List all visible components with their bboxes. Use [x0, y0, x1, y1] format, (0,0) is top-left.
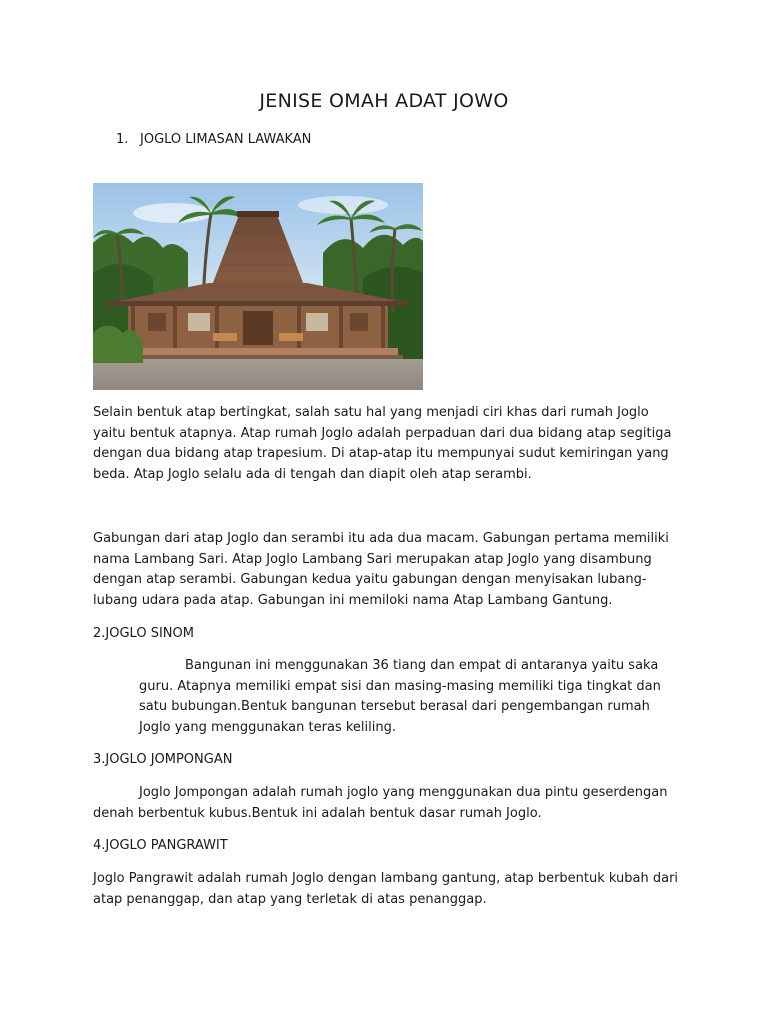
- section1-heading-text: JOGLO LIMASAN LAWAKAN: [140, 132, 312, 147]
- section1-paragraph-1: Selain bentuk atap bertingkat, salah satu hal yang menjadi ciri khas dari rumah Joglo yaitu bentuk atapnya. Atap rumah Joglo adalah perpaduan dari dua bidang atap segitiga dengan dua bidang atap trapesium. Di atap-atap itu mempunyai sudut kemiringan yang beda. Atap Joglo selalu ada di tengah dan diapit oleh atap serambi.: [93, 405, 672, 483]
- section2-heading: 2.JOGLO SINOM: [93, 626, 194, 641]
- section2-paragraph: Bangunan ini menggunakan 36 tiang dan empat di antaranya yaitu saka guru. Atapnya memiliki empat sisi dan masing-masing memiliki tiga tingkat dan satu bubungan.Bentuk bangunan tersebut berasal dari pengembangan rumah Joglo yang menggunakan teras keliling.: [139, 658, 661, 736]
- document-title: JENISE OMAH ADAT JOWO: [259, 90, 509, 112]
- joglo-house-photo: [93, 183, 423, 390]
- section1-paragraph-2: Gabungan dari atap Joglo dan serambi itu ada dua macam. Gabungan pertama memiliki nama Lambang Sari. Atap Joglo Lambang Sari merupakan atap Joglo yang disambung dengan atap serambi. Gabungan kedua yaitu gabungan dengan menyisakan lubang-lubang udara pada atap. Gabungan ini memiloki nama Atap Lambang Gantung.: [93, 531, 669, 609]
- section3-heading: 3.JOGLO JOMPONGAN: [93, 752, 233, 767]
- section1-number: 1.: [116, 132, 129, 147]
- section4-heading: 4.JOGLO PANGRAWIT: [93, 838, 228, 853]
- section3-paragraph: Joglo Jompongan adalah rumah joglo yang menggunakan dua pintu geserdengan denah berbentuk kubus.Bentuk ini adalah bentuk dasar rumah Joglo.: [93, 785, 668, 821]
- section1-heading: [116, 132, 311, 147]
- section4-paragraph: Joglo Pangrawit adalah rumah Joglo dengan lambang gantung, atap berbentuk kubah dari atap penanggap, dan atap yang terletak di atas penanggap.: [93, 871, 679, 907]
